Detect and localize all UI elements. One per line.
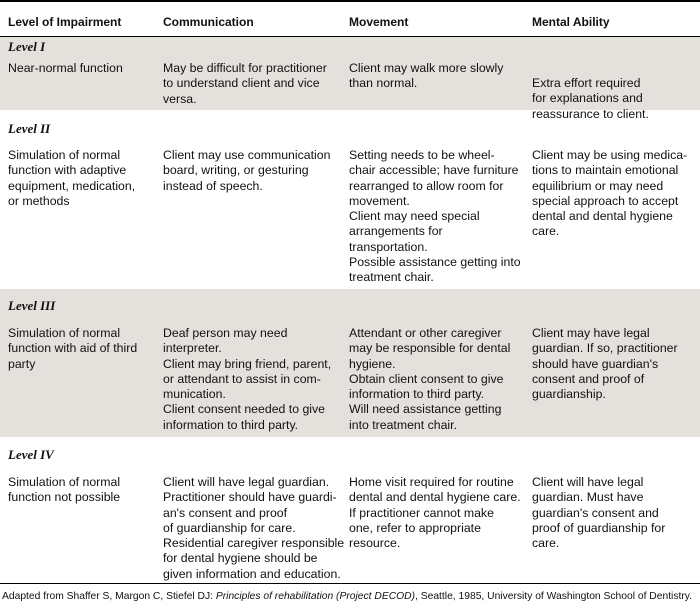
mental-ability-cell: Client may have legal guardian. If so, practitioner should have guardian's consent and proof of guardianship. — [532, 326, 678, 402]
impairment-cell: Simulation of normal function with adaptive equipment, medication, or methods — [8, 148, 136, 208]
movement-cell: Client may walk more slowly than normal. — [349, 61, 504, 91]
mental-ability-cell: Client will have legal guardian. Must have guardian's consent and proof of guardianship for care. — [532, 475, 666, 551]
impairment-cell: Near-normal function — [8, 61, 123, 75]
level-label: Level III — [8, 298, 56, 313]
footnote-prefix: Adapted from Shaffer S, Margon C, Stiefel DJ: — [2, 591, 216, 602]
row-level-3 — [0, 289, 700, 437]
footnote-suffix: , Seattle, 1985, University of Washington School of Dentistry. — [415, 591, 693, 602]
level-label: Level II — [8, 121, 51, 136]
communication-cell: Client may use communication board, writing, or gesturing instead of speech. — [163, 148, 331, 193]
mental-ability-cell: Extra effort required for explanations and reassurance to client. — [532, 76, 649, 121]
movement-cell: Home visit required for routine dental and dental hygiene care. If practitioner cannot make one, refer to appropriate resource. — [349, 475, 521, 551]
communication-cell: Client will have legal guardian. Practitioner should have guardi- an's consent and proof of guardianship for care. Residential caregiver responsible for dental hygiene should be given information and education. — [163, 475, 345, 581]
mental-ability-cell: Client may be using medica- tions to maintain emotional equilibrium or may need special approach to accept dental and dental hygiene care. — [532, 148, 688, 239]
impairment-cell: Simulation of normal function with aid of third party — [8, 326, 138, 371]
top-rule — [0, 0, 700, 2]
header-communication: Communication — [163, 15, 254, 29]
row-level-4 — [0, 437, 700, 583]
source-footnote — [2, 590, 692, 603]
row-level-1 — [0, 37, 700, 121]
impairment-cell: Simulation of normal function not possible — [8, 475, 121, 505]
row-level-2 — [0, 110, 700, 289]
movement-cell: Attendant or other caregiver may be responsible for dental hygiene. Obtain client consent to give information to third party. Will need assistance getting into treatment chair. — [349, 326, 511, 432]
communication-cell: Deaf person may need interpreter. Client may bring friend, parent, or attendant to assist in com- munication. Client consent needed to give information to third party. — [163, 326, 332, 432]
header-level-of-impairment: Level of Impairment — [8, 15, 122, 29]
header-mental-ability: Mental Ability — [532, 15, 610, 29]
header-movement: Movement — [349, 15, 409, 29]
bottom-rule — [0, 583, 700, 584]
movement-cell: Setting needs to be wheel- chair accessible; have furniture rearranged to allow room for movement. Client may need special arrangements for transportation. Possible assistance getting into treatment chair. — [349, 148, 521, 285]
communication-cell: May be difficult for practitioner to understand client and vice versa. — [163, 61, 327, 106]
level-label: Level I — [8, 39, 46, 54]
level-label: Level IV — [8, 447, 54, 462]
footnote-title: Principles of rehabilitation (Project DECOD) — [215, 591, 416, 602]
